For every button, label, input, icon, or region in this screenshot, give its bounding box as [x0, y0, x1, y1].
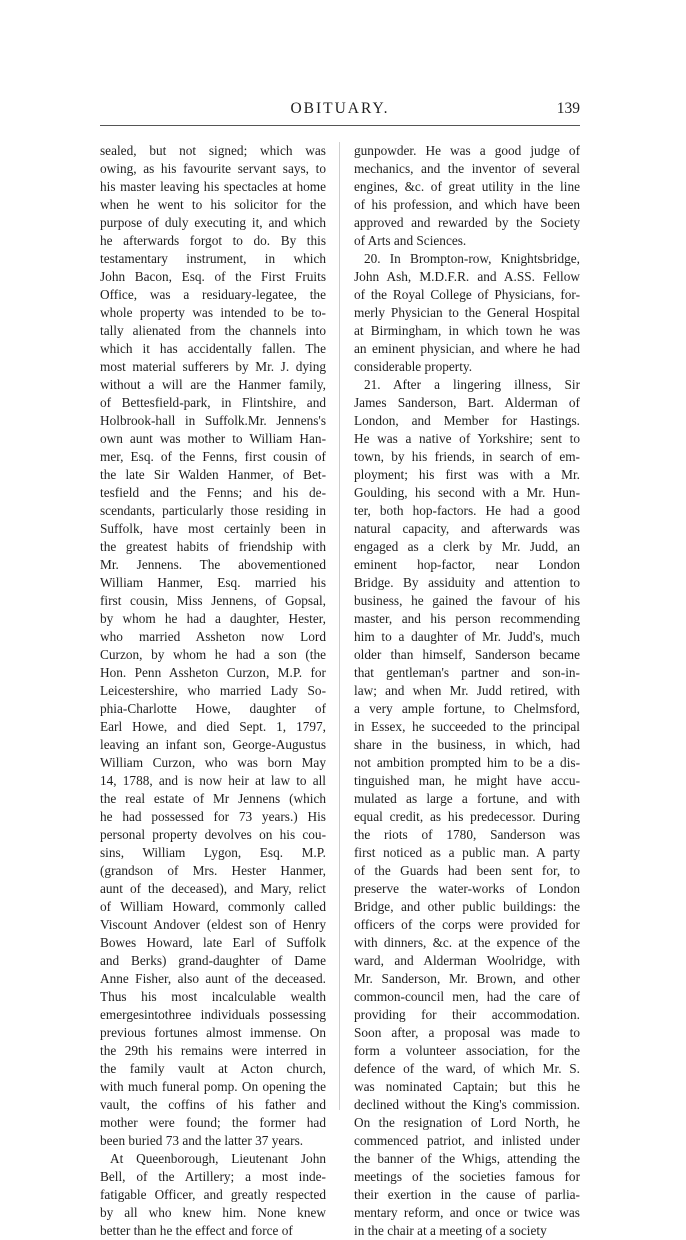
- text-line: at Birmingham, in which town he was: [354, 323, 580, 338]
- text-line: him to a daughter of Mr. Judd's, much: [354, 629, 580, 644]
- text-line: fatigable Officer, and greatly respected: [100, 1187, 326, 1202]
- text-line: testamentary instrument, in which: [100, 251, 326, 266]
- text-line: officers of the corps were provided for: [354, 917, 580, 932]
- text-line: the late Sir Walden Hanmer, of Bet-: [100, 467, 326, 482]
- text-line: Mr. Jennens. The abovementioned: [100, 557, 326, 572]
- text-line: form a volunteer association, for the: [354, 1043, 580, 1058]
- text-line: Mr. Sanderson, Mr. Brown, and other: [354, 971, 580, 986]
- page-header: [100, 100, 580, 124]
- right-column: [354, 142, 580, 1240]
- text-line: providing for their accommodation.: [354, 1007, 580, 1022]
- text-line: emergesintothree individuals possessing: [100, 1007, 326, 1022]
- text-line: tinguished man, he might have accu-: [354, 773, 580, 788]
- text-line: whole property was intended to be to-: [100, 305, 326, 320]
- text-line: merly Physician to the General Hospital: [354, 305, 580, 320]
- text-line: their exertion in the cause of parlia-: [354, 1187, 580, 1202]
- text-line: common-council men, had the care of: [354, 989, 580, 1004]
- text-line: aunt of the deceased), and Mary, relict: [100, 881, 326, 896]
- text-line: business, he gained the favour of his: [354, 593, 580, 608]
- text-line: Viscount Andover (eldest son of Henry: [100, 917, 326, 932]
- text-line: personal property devolves on his cou-: [100, 827, 326, 842]
- text-line: better than he the effect and force of: [100, 1223, 293, 1238]
- text-line: mentary reform, and once or twice was: [354, 1205, 580, 1220]
- text-line: tally alienated from the channels into: [100, 323, 326, 338]
- text-line: Soon after, a proposal was made to: [354, 1025, 580, 1040]
- text-line: own aunt was mother to William Han-: [100, 431, 326, 446]
- text-line: by whom he had a daughter, Hester,: [100, 611, 326, 626]
- text-line: William Curzon, who was born May: [100, 755, 326, 770]
- text-line: and Berks) grand-daughter of Dame: [100, 953, 326, 968]
- text-line: when he went to his solicitor for the: [100, 197, 326, 212]
- text-line: town, by his friends, in search of em-: [354, 449, 580, 464]
- text-line: Holbrook-hall in Suffolk.Mr. Jennens's: [100, 413, 326, 428]
- text-line: an eminent physician, and where he had: [354, 341, 580, 356]
- text-line: Suffolk, have most certainly been in: [100, 521, 326, 536]
- text-line: of Arts and Sciences.: [354, 233, 467, 248]
- text-line: William Hanmer, Esq. married his: [100, 575, 326, 590]
- text-line: older than himself, Sanderson became: [354, 647, 580, 662]
- text-line: preserve the water-works of London: [354, 881, 580, 896]
- text-line: John Ash, M.D.F.R. and A.SS. Fellow: [354, 269, 580, 284]
- text-line: of his profession, and which have been: [354, 197, 580, 212]
- text-line: 21. After a lingering illness, Sir: [364, 377, 580, 392]
- text-line: engines, &c. of great utility in the line: [354, 179, 580, 194]
- text-line: James Sanderson, Bart. Alderman of: [354, 395, 580, 410]
- text-line: most material sufferers by Mr. J. dying: [100, 359, 326, 374]
- text-line: that gentleman's partner and son-in-: [354, 665, 580, 680]
- text-line: Curzon, by whom he had a son (the: [100, 647, 326, 662]
- text-line: Bridge. By assiduity and attention to: [354, 575, 580, 590]
- text-line: he had possessed for 73 years.) His: [100, 809, 326, 824]
- text-line: his master leaving his spectacles at home: [100, 179, 326, 194]
- text-line: a very ample fortune, to Chelmsford,: [354, 701, 580, 716]
- text-line: of the Royal College of Physicians, for-: [354, 287, 580, 302]
- text-line: leaving an infant son, George-Augustus: [100, 737, 326, 752]
- text-line: meetings of the societies famous for: [354, 1169, 580, 1184]
- text-line: the riots of 1780, Sanderson was: [354, 827, 580, 842]
- text-line: 14, 1788, and is now heir at law to all: [100, 773, 326, 788]
- text-line: ter, both hop-factors. He had a good: [354, 503, 580, 518]
- text-line: the real estate of Mr Jennens (which: [100, 791, 326, 806]
- text-line: without a will are the Hanmer family,: [100, 377, 326, 392]
- text-line: natural capacity, and afterwards was: [354, 521, 580, 536]
- text-line: Hon. Penn Assheton Curzon, M.P. for: [100, 665, 326, 680]
- text-line: vault, the coffins of his father and: [100, 1097, 326, 1112]
- text-line: Anne Fisher, also aunt of the deceased.: [100, 971, 326, 986]
- text-line: previous fortunes almost immense. On: [100, 1025, 326, 1040]
- text-line: the banner of the Whigs, attending the: [354, 1151, 580, 1166]
- text-line: He was a native of Yorkshire; sent to: [354, 431, 580, 446]
- text-line: equal credit, as his predecessor. During: [354, 809, 580, 824]
- text-line: law; and when Mr. Judd retired, with: [354, 683, 580, 698]
- text-line: with dinners, &c. at the expence of the: [354, 935, 580, 950]
- text-line: the family vault at Acton church,: [100, 1061, 326, 1076]
- text-line: mechanics, and the inventor of several: [354, 161, 580, 176]
- text-line: eminent hop-factor, near London: [354, 557, 580, 572]
- text-line: share in the business, in which, had: [354, 737, 580, 752]
- text-line: ployment; his first was with a Mr.: [354, 467, 580, 482]
- text-line: first noticed as a public man. A party: [354, 845, 580, 860]
- text-line: of the Guards had been sent for, to: [354, 863, 580, 878]
- text-line: not ambition prompted him to be a dis-: [354, 755, 580, 770]
- text-line: in Essex, he succeeded to the principal: [354, 719, 580, 734]
- text-line: Bowes Howard, late Earl of Suffolk: [100, 935, 326, 950]
- text-line: purpose of duly executing it, and which: [100, 215, 326, 230]
- header-rule: [100, 125, 580, 126]
- text-line: with much funeral pomp. On opening the: [100, 1079, 326, 1094]
- text-line: Goulding, his second with a Mr. Hun-: [354, 485, 580, 500]
- text-line: considerable property.: [354, 359, 473, 374]
- text-line: owing, as his favourite servant says, to: [100, 161, 326, 176]
- text-line: gunpowder. He was a good judge of: [354, 143, 580, 158]
- text-line: scendants, particularly those residing in: [100, 503, 326, 518]
- text-line: been buried 73 and the latter 37 years.: [100, 1133, 304, 1148]
- text-line: master, and his person recommending: [354, 611, 580, 626]
- text-line: Earl Howe, and died Sept. 1, 1797,: [100, 719, 326, 734]
- text-line: tesfield and the Fenns; and his de-: [100, 485, 326, 500]
- text-line: Office, was a residuary-legatee, the: [100, 287, 326, 302]
- text-line: in the chair at a meeting of a society: [354, 1223, 547, 1238]
- text-line: John Bacon, Esq. of the First Fruits: [100, 269, 326, 284]
- text-line: sealed, but not signed; which was: [100, 143, 326, 158]
- text-line: (grandson of Mrs. Hester Hanmer,: [100, 863, 326, 878]
- text-line: declined without the King's commission.: [354, 1097, 580, 1112]
- text-line: engaged as a clerk by Mr. Judd, an: [354, 539, 580, 554]
- text-line: mother were found; the former had: [100, 1115, 326, 1130]
- text-line: 20. In Brompton-row, Knightsbridge,: [364, 251, 580, 266]
- running-title: OBITUARY.: [290, 100, 390, 117]
- text-line: of William Howard, commonly called: [100, 899, 326, 914]
- text-line: Thus his most incalculable wealth: [100, 989, 326, 1004]
- text-line: first cousin, Miss Jennens, of Gopsal,: [100, 593, 326, 608]
- text-line: phia-Charlotte Howe, daughter of: [100, 701, 326, 716]
- text-line: Bell, of the Artillery; a most inde-: [100, 1169, 326, 1184]
- text-line: commenced patriot, and inlisted under: [354, 1133, 580, 1148]
- text-line: the 29th his remains were interred in: [100, 1043, 326, 1058]
- text-line: ward, and Alderman Woolridge, with: [354, 953, 580, 968]
- text-line: sins, William Lygon, Esq. M.P.: [100, 845, 326, 860]
- text-line: approved and rewarded by the Society: [354, 215, 580, 230]
- text-line: mulated as large a fortune, and with: [354, 791, 580, 806]
- column-divider: [339, 142, 340, 1110]
- text-line: the greatest habits of friendship with: [100, 539, 326, 554]
- text-line: On the resignation of Lord North, he: [354, 1115, 580, 1130]
- text-line: defence of the ward, of which Mr. S.: [354, 1061, 580, 1076]
- text-line: was nominated Captain; but this he: [354, 1079, 580, 1094]
- text-line: of Bettesfield-park, in Flintshire, and: [100, 395, 326, 410]
- page-number: 139: [556, 100, 580, 117]
- text-line: which it has accidentally fallen. The: [100, 341, 326, 356]
- text-line: Leicestershire, who married Lady So-: [100, 683, 326, 698]
- text-line: by all who knew him. None knew: [100, 1205, 326, 1220]
- text-line: Bridge, and other public buildings: the: [354, 899, 580, 914]
- text-line: mer, Esq. of the Fenns, first cousin of: [100, 449, 326, 464]
- left-column: [100, 142, 326, 1240]
- text-line: he afterwards forgot to do. By this: [100, 233, 326, 248]
- text-line: London, and Member for Hastings.: [354, 413, 580, 428]
- text-line: At Queenborough, Lieutenant John: [110, 1151, 326, 1166]
- text-line: who married Assheton now Lord: [100, 629, 326, 644]
